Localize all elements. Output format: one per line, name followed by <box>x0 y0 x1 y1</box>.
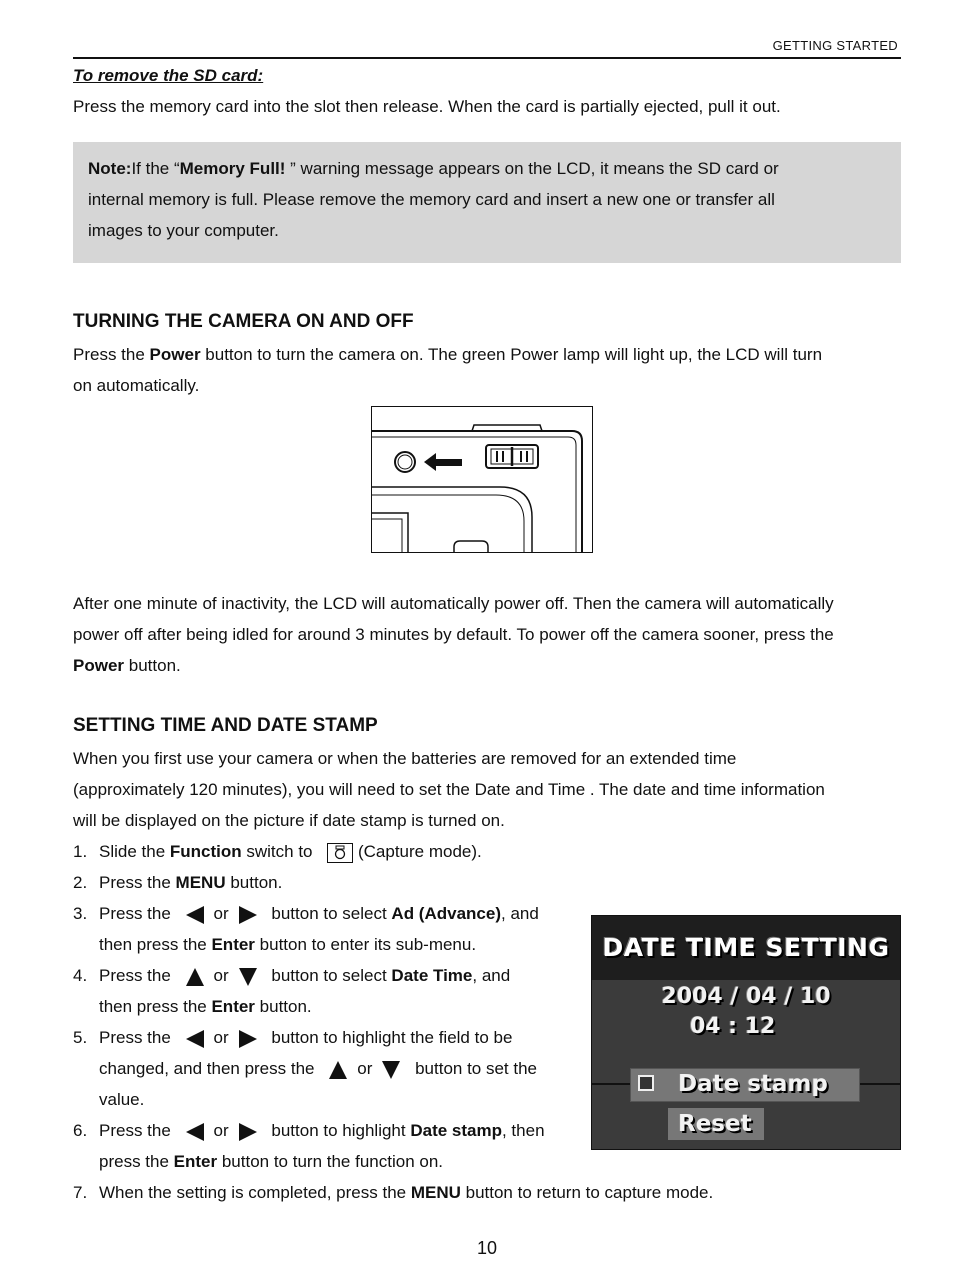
or-text: or <box>213 966 229 985</box>
note-line-3: images to your computer. <box>88 221 279 240</box>
step-number: 1. <box>73 842 88 861</box>
step-text: button. <box>254 997 312 1016</box>
up-arrow-icon <box>329 1061 347 1079</box>
note-label: Note: <box>88 159 132 178</box>
or-text: or <box>213 1028 229 1047</box>
note-line-2: internal memory is full. Please remove the memory card and insert a new one or transfer all <box>88 190 775 209</box>
step-bold-text: Enter <box>211 935 255 954</box>
step-text: then press the <box>99 997 212 1016</box>
step-text: Press the <box>99 904 176 923</box>
step-text: press the <box>99 1152 174 1171</box>
step-number: 7. <box>73 1183 88 1202</box>
step-bold-text: Date stamp <box>410 1121 502 1140</box>
up-arrow-icon <box>186 968 204 986</box>
step-text: button to select <box>266 904 392 923</box>
step-text: button to return to capture mode. <box>460 1183 714 1202</box>
step-2-line <box>99 867 282 898</box>
step-text: Press the <box>99 966 176 985</box>
step-text: (Capture mode). <box>353 842 482 861</box>
power-off-line-1: After one minute of inactivity, the LCD will automatically power off. Then the camera will automatically <box>73 594 834 613</box>
lcd-checkbox-icon <box>638 1075 654 1091</box>
step-number: 2. <box>73 873 88 892</box>
right-arrow-icon <box>239 1030 257 1048</box>
step-text: Press the <box>99 873 176 892</box>
down-arrow-icon <box>382 1061 400 1079</box>
step-1-line <box>99 836 482 867</box>
step-text: Press the <box>99 1121 176 1140</box>
step-text: , and <box>472 966 511 985</box>
step-number: 5. <box>73 1028 88 1047</box>
camera-top-illustration <box>371 406 593 553</box>
note-text: If the “ <box>131 159 180 178</box>
note-line-1 <box>88 153 779 184</box>
step-text: When the setting is completed, press the <box>99 1183 411 1202</box>
power-off-line-2: power off after being idled for around 3 minutes by default. To power off the camera sooner, press the <box>73 625 834 644</box>
lcd-date-time-screen <box>591 915 901 1150</box>
note-text: ” warning message appears on the LCD, it means the SD card or <box>285 159 779 178</box>
left-arrow-icon <box>186 1123 204 1141</box>
step-number: 6. <box>73 1121 88 1140</box>
header-rule <box>73 57 901 59</box>
power-text: button. <box>124 656 181 675</box>
step-3-line-2 <box>99 929 476 960</box>
power-paragraph-line-2: on automatically. <box>73 376 200 395</box>
step-5-line-3: value. <box>99 1090 145 1109</box>
step-bold-text: MENU <box>175 873 226 892</box>
step-text: button to highlight the field to be <box>266 1028 513 1047</box>
step-text: button to turn the function on. <box>217 1152 444 1171</box>
step-text: button. <box>225 873 283 892</box>
or-text: or <box>213 1121 229 1140</box>
date-intro-line-2: (approximately 120 minutes), you will need to set the Date and Time . The date and time information <box>73 780 825 799</box>
step-3-line-1 <box>99 898 539 929</box>
step-7-line <box>99 1177 713 1208</box>
step-text: , and <box>501 904 539 923</box>
step-text: changed, and then press the <box>99 1059 320 1078</box>
running-header: GETTING STARTED <box>772 38 898 53</box>
page-number: 10 <box>476 1238 498 1258</box>
step-bold-text: Date Time <box>391 966 473 985</box>
down-arrow-icon <box>239 968 257 986</box>
step-text: button to highlight <box>266 1121 411 1140</box>
right-arrow-icon <box>239 1123 257 1141</box>
power-paragraph-line-1 <box>73 339 822 370</box>
left-arrow-icon <box>186 906 204 924</box>
step-text: button to set the <box>410 1059 538 1078</box>
power-text: Press the <box>73 345 150 364</box>
remove-card-title: To remove the SD card: <box>73 66 264 85</box>
step-text: then press the <box>99 935 212 954</box>
step-5-line-1 <box>99 1022 512 1053</box>
step-bold-text: Function <box>169 842 242 861</box>
lcd-reset-label: Reset <box>678 1111 752 1137</box>
power-button-name: Power <box>73 656 125 675</box>
lcd-time: 04 : 12 <box>690 1014 776 1039</box>
power-off-line-3 <box>73 650 181 681</box>
step-text: button to enter its sub-menu. <box>254 935 477 954</box>
step-text: , then <box>501 1121 545 1140</box>
lcd-date: 2004 / 04 / 10 <box>661 984 831 1009</box>
camera-drawing <box>372 407 592 552</box>
right-arrow-icon <box>239 906 257 924</box>
step-bold-text: MENU <box>410 1183 461 1202</box>
date-intro-line-1: When you first use your camera or when the batteries are removed for an extended time <box>73 749 737 768</box>
step-number: 3. <box>73 904 88 923</box>
note-warning-text: Memory Full! <box>179 159 286 178</box>
step-6-line-2 <box>99 1146 443 1177</box>
step-number: 4. <box>73 966 88 985</box>
step-text: switch to <box>241 842 318 861</box>
note-box <box>73 142 901 263</box>
power-section-heading: TURNING THE CAMERA ON AND OFF <box>73 311 414 332</box>
step-bold-text: Enter <box>173 1152 218 1171</box>
step-bold-text: Ad (Advance) <box>391 904 501 923</box>
lcd-date-stamp-label: Date stamp <box>678 1071 828 1097</box>
remove-card-body: Press the memory card into the slot then release. When the card is partially ejected, pull it out. <box>73 97 781 116</box>
date-intro-line-3: will be displayed on the picture if date stamp is turned on. <box>73 811 505 830</box>
or-text: or <box>357 1059 373 1078</box>
step-6-line-1 <box>99 1115 545 1146</box>
step-4-line-2 <box>99 991 312 1022</box>
step-bold-text: Enter <box>211 997 255 1016</box>
or-text: or <box>213 904 229 923</box>
step-text: Slide the <box>99 842 170 861</box>
step-text: Press the <box>99 1028 176 1047</box>
step-text: button to select <box>266 966 392 985</box>
step-5-line-2 <box>99 1053 537 1084</box>
power-button-name: Power <box>149 345 201 364</box>
step-4-line-1 <box>99 960 510 991</box>
left-arrow-icon <box>186 1030 204 1048</box>
capture-mode-camera-icon <box>327 843 353 863</box>
lcd-title: DATE TIME SETTING <box>592 916 900 980</box>
date-section-heading: SETTING TIME AND DATE STAMP <box>73 715 378 736</box>
power-text: button to turn the camera on. The green Power lamp will light up, the LCD will turn <box>200 345 823 364</box>
